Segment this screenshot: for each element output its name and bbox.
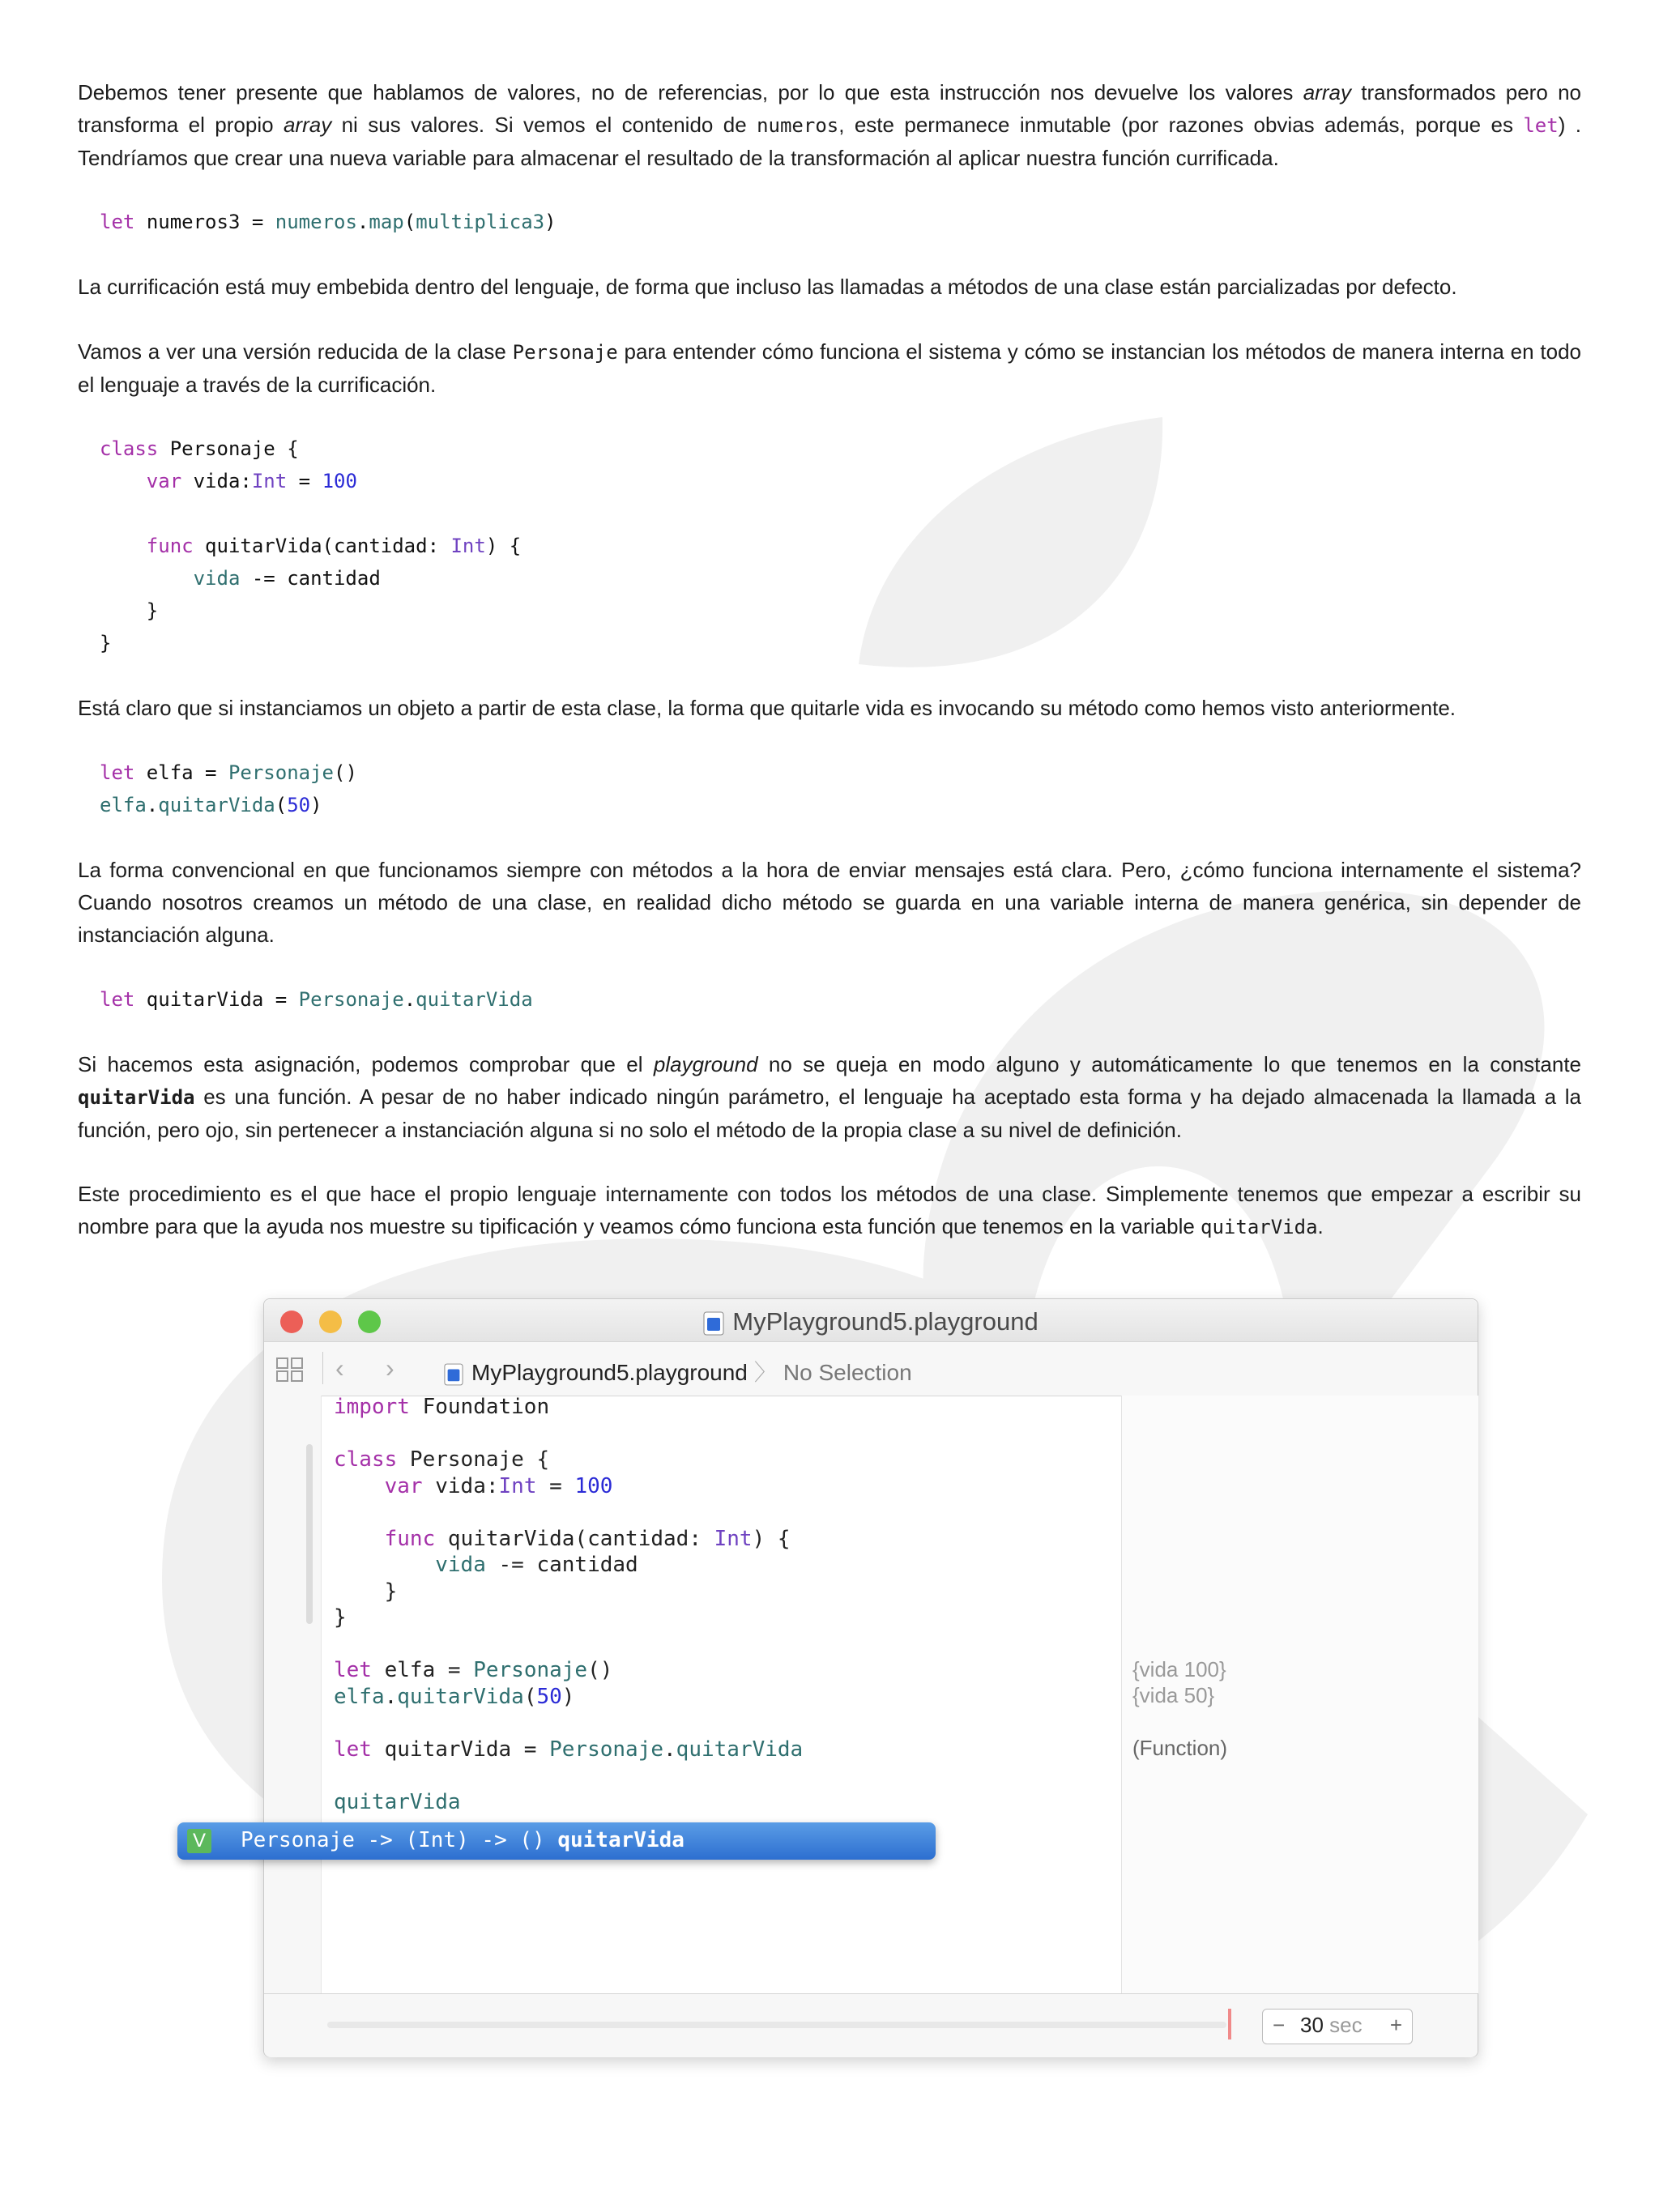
duration-value: 30 sec: [1300, 2013, 1363, 2037]
paragraph-version-reducida: Vamos a ver una versión reducida de la clase Personaje para entender cómo funciona el sistema y cómo se instancian los métodos de manera interna en todo el lenguaje a través de la currificación.: [78, 339, 1581, 397]
result-function[interactable]: (Function): [1132, 1736, 1228, 1760]
duration-stepper[interactable]: [1262, 2009, 1413, 2044]
playground-source[interactable]: import Foundation class Personaje { var vida:Int = 100 func quitarVida(cantidad: Int) { vida -= cantidad } } let elfa = Personaje() elfa.quitarVida(50) let quitarVida = Personaje.quitarVida quitarVida: [334, 1395, 804, 1814]
timeline-marker[interactable]: [1228, 2009, 1231, 2039]
paragraph-values-not-references: Debemos tener presente que hablamos de valores, no de referencias, por lo que esta instrucción nos devuelve los valores array transformados pero no transforma el propio array ni sus valores. Si vemos el contenido de numeros, este permanece inmutable (por razones obvias además, porque es let) . Tendríamos que crear una nueva variable para almacenar el resultado de la transformación al aplicar nuestra función currificada.: [78, 80, 1581, 170]
editor-gutter: [264, 1396, 322, 1993]
variable-badge-icon: V: [187, 1829, 211, 1853]
forward-arrow-icon[interactable]: ›: [386, 1353, 394, 1383]
paragraph-instanciamos: Está claro que si instanciamos un objeto a partir de esta clase, la forma que quitarle vida es invocando su método como hemos visto anteriormente.: [78, 696, 1456, 720]
playground-file-icon: [444, 1363, 463, 1386]
window-titlebar: [264, 1299, 1478, 1342]
code-block-numeros3: let numeros3 = numeros.map(multiplica3): [100, 211, 557, 233]
autocomplete-suggestion[interactable]: [177, 1822, 936, 1860]
code-editor[interactable]: [264, 1396, 1478, 1993]
breadcrumb[interactable]: [444, 1355, 912, 1387]
related-items-grid-icon[interactable]: [275, 1357, 305, 1383]
jump-bar: [264, 1342, 1478, 1396]
code-block-quitarvida-assign: let quitarVida = Personaje.quitarVida: [100, 988, 533, 1011]
breadcrumb-no-selection[interactable]: No Selection: [783, 1360, 912, 1385]
timeline-slider[interactable]: [327, 2022, 1226, 2028]
result-vida-50[interactable]: {vida 50}: [1132, 1683, 1215, 1707]
paragraph-currificacion: La currificación está muy embebida dentro del lenguaje, de forma que incluso las llamadas a métodos de una clase están parcializadas por defecto.: [78, 275, 1457, 299]
decrease-duration-button[interactable]: −: [1273, 2013, 1286, 2037]
timeline-bar: [264, 1993, 1478, 2057]
playground-file-icon: [703, 1311, 724, 1336]
code-block-class-personaje: class Personaje { var vida:Int = 100 func quitarVida(cantidad: Int) { vida -= cantidad } }: [100, 437, 522, 654]
code-fold-ribbon[interactable]: [306, 1444, 313, 1624]
breadcrumb-chevron-icon: 〉: [753, 1360, 777, 1385]
back-arrow-icon[interactable]: ‹: [335, 1353, 344, 1383]
increase-duration-button[interactable]: +: [1389, 2013, 1402, 2037]
paragraph-procedimiento: Este procedimiento es el que hace el propio lenguaje internamente con todos los métodos de una clase. Simplemente tenemos que empezar a escribir su nombre para que la ayuda nos muestre su tipificación y veamos cómo funciona esta función que tenemos en la variable quitarVida.: [78, 1182, 1581, 1238]
jump-bar-divider: [322, 1352, 323, 1384]
xcode-playground-window: [263, 1298, 1478, 2057]
autocomplete-text: Personaje -> (Int) -> () quitarVida: [241, 1828, 684, 1852]
paragraph-forma-convencional: La forma convencional en que funcionamos siempre con métodos a la hora de enviar mensajes está clara. Pero, ¿cómo funciona internamente el sistema? Cuando nosotros creamos un método de una clase, en realidad dicho método se guarda en una variable interna de manera genérica, sin depender de instanciación alguna.: [78, 858, 1581, 947]
code-block-elfa: let elfa = Personaje() elfa.quitarVida(50): [100, 761, 357, 816]
breadcrumb-file[interactable]: MyPlayground5.playground: [471, 1360, 748, 1385]
paragraph-asignacion: Si hacemos esta asignación, podemos comprobar que el playground no se queja en modo alguno y automáticamente lo que tenemos en la constante quitarVida es una función. A pesar de no haber indicado ningún parámetro, el lenguaje ha aceptado esta forma y ha dejado almacenada la llamada a la función, pero ojo, sin pertenecer a instanciación alguna si no solo el método de la propia clase a su nivel de definición.: [78, 1052, 1581, 1142]
result-vida-100[interactable]: {vida 100}: [1132, 1657, 1226, 1681]
window-title: MyPlayground5.playground: [264, 1307, 1478, 1336]
